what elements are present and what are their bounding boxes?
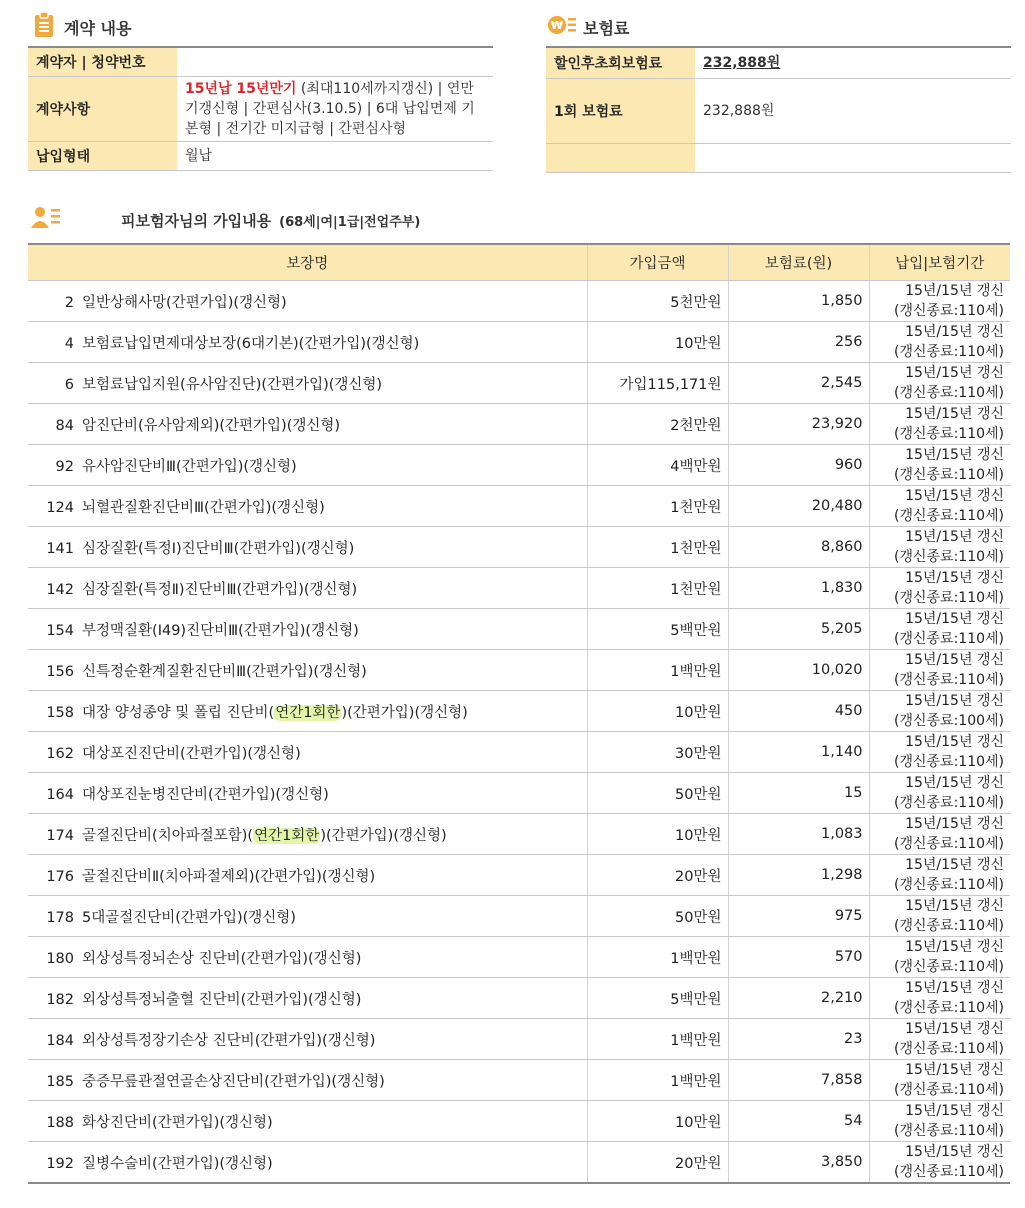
coverage-name: 보험료납입면제대상보장(6대기본)(간편가입)(갱신형): [82, 335, 420, 352]
coverage-number: 164: [46, 786, 74, 803]
coverage-name-header: 보장명: [28, 244, 587, 281]
coverage-term-period: 15년/15년 갱신: [905, 1144, 1004, 1160]
coverage-amount: 가입115,171원: [587, 363, 728, 404]
coverage-amount: 1백만원: [587, 1019, 728, 1060]
coverage-term-period: 15년/15년 갱신: [905, 447, 1004, 463]
coverage-term: [869, 937, 1010, 978]
coverage-name-cell: [28, 1019, 587, 1060]
coverage-row: [28, 1142, 1010, 1184]
coverage-name-cell: [28, 609, 587, 650]
coverage-term: [869, 691, 1010, 732]
won-coin-icon: [547, 14, 577, 40]
coverage-number: 188: [46, 1114, 74, 1131]
coverage-number: 154: [46, 622, 74, 639]
limit-highlight: 연간1회한: [254, 827, 320, 844]
coverage-name: 일반상해사망(간편가입)(갱신형): [82, 294, 287, 311]
coverage-term: [869, 363, 1010, 404]
coverage-term-end: (갱신종료:110세): [894, 508, 1004, 524]
coverage-amount-header: 가입금액: [587, 244, 728, 281]
coverage-name: 암진단비(유사암제외)(간편가입)(갱신형): [82, 417, 341, 434]
coverage-amount: 50만원: [587, 773, 728, 814]
coverage-name-cell: [28, 568, 587, 609]
coverage-name-cell: [28, 1142, 587, 1184]
coverage-name-cell: [28, 1101, 587, 1142]
coverage-term-end: (갱신종료:110세): [894, 918, 1004, 934]
coverage-term-end: (갱신종료:110세): [894, 344, 1004, 360]
coverage-number: 184: [46, 1032, 74, 1049]
coverage-name: 심장질환(특정Ⅱ)진단비Ⅲ(간편가입)(갱신형): [82, 581, 358, 598]
coverage-amount: 1백만원: [587, 937, 728, 978]
coverage-premium: 7,858: [728, 1060, 869, 1101]
coverage-premium: 15: [728, 773, 869, 814]
coverage-name-cell: [28, 814, 587, 855]
coverage-term: [869, 404, 1010, 445]
coverage-name-cell: [28, 527, 587, 568]
coverage-name: 신특정순환계질환진단비Ⅲ(간편가입)(갱신형): [82, 663, 367, 680]
coverage-name-cell: [28, 855, 587, 896]
coverage-term-end: (갱신종료:110세): [894, 1164, 1004, 1180]
coverage-premium: 2,545: [728, 363, 869, 404]
coverage-name: 골절진단비Ⅱ(치아파절제외)(간편가입)(갱신형): [82, 868, 376, 885]
coverage-name: 골절진단비(치아파절포함)(: [82, 827, 254, 844]
coverage-term-period: 15년/15년 갱신: [905, 816, 1004, 832]
coverage-name-cell: [28, 732, 587, 773]
coverage-term-end: (갱신종료:110세): [894, 631, 1004, 647]
coverage-term: [869, 609, 1010, 650]
coverage-term-period: 15년/15년 갱신: [905, 324, 1004, 340]
coverage-name: 화상진단비(간편가입)(갱신형): [82, 1114, 273, 1131]
coverage-name-cell: [28, 363, 587, 404]
coverage-term-period: 15년/15년 갱신: [905, 652, 1004, 668]
coverage-row: [28, 896, 1010, 937]
coverage-number: 84: [55, 417, 74, 434]
premium-row: [546, 78, 1011, 143]
coverage-row: [28, 978, 1010, 1019]
coverage-name: 뇌혈관질환진단비Ⅲ(간편가입)(갱신형): [82, 499, 325, 516]
coverage-amount: 1천만원: [587, 568, 728, 609]
coverage-term-period: 15년/15년 갱신: [905, 980, 1004, 996]
coverage-term: [869, 322, 1010, 363]
premium-table: [546, 46, 1011, 173]
coverage-name: 유사암진단비Ⅲ(간편가입)(갱신형): [82, 458, 297, 475]
coverage-amount: 5천만원: [587, 281, 728, 322]
coverage-term-period: 15년/15년 갱신: [905, 488, 1004, 504]
coverage-row: [28, 281, 1010, 322]
coverage-term: [869, 978, 1010, 1019]
coverage-term-end: (갱신종료:110세): [894, 754, 1004, 770]
coverage-number: 178: [46, 909, 74, 926]
contract-section-header: [34, 12, 131, 42]
coverage-name: 외상성특정뇌출혈 진단비(간편가입)(갱신형): [82, 991, 362, 1008]
coverage-row: [28, 568, 1010, 609]
coverage-name: 보험료납입지원(유사암진단)(간편가입)(갱신형): [82, 376, 383, 393]
coverage-amount: 1천만원: [587, 486, 728, 527]
coverage-premium: 5,205: [728, 609, 869, 650]
coverage-premium: 23: [728, 1019, 869, 1060]
coverage-name-cell: [28, 445, 587, 486]
premium-section-header: [547, 14, 629, 40]
coverage-amount: 10만원: [587, 1101, 728, 1142]
coverage-term-period: 15년/15년 갱신: [905, 1021, 1004, 1037]
coverage-number: 174: [46, 827, 74, 844]
coverage-amount: 5백만원: [587, 978, 728, 1019]
coverage-premium: 23,920: [728, 404, 869, 445]
coverage-term: [869, 281, 1010, 322]
coverage-term-period: 15년/15년 갱신: [905, 734, 1004, 750]
coverage-term-end: (갱신종료:110세): [894, 1000, 1004, 1016]
coverage-number: 182: [46, 991, 74, 1008]
coverage-name: 질병수술비(간편가입)(갱신형): [82, 1155, 273, 1172]
coverage-row: [28, 609, 1010, 650]
coverage-amount: 50만원: [587, 896, 728, 937]
coverage-name-cell: [28, 1060, 587, 1101]
coverage-header-row: [28, 244, 1010, 281]
coverage-term-end: (갱신종료:110세): [894, 426, 1004, 442]
coverage-term-end: (갱신종료:110세): [894, 1123, 1004, 1139]
coverage-term-end: (갱신종료:110세): [894, 672, 1004, 688]
coverage-amount: 10만원: [587, 814, 728, 855]
coverage-name-cell: [28, 937, 587, 978]
coverage-row: [28, 445, 1010, 486]
coverage-name-cell: [28, 322, 587, 363]
coverage-number: 185: [46, 1073, 74, 1090]
coverage-number: 156: [46, 663, 74, 680]
coverage-term-period: 15년/15년 갱신: [905, 939, 1004, 955]
coverage-row: [28, 363, 1010, 404]
coverage-row: [28, 732, 1010, 773]
single-premium-value: 232,888원: [703, 102, 775, 119]
coverage-term-period: 15년/15년 갱신: [905, 529, 1004, 545]
coverage-term-period: 15년/15년 갱신: [905, 570, 1004, 586]
contract-row: [28, 141, 493, 170]
coverage-premium: 1,140: [728, 732, 869, 773]
coverage-name-cell: [28, 281, 587, 322]
coverage-number: 124: [46, 499, 74, 516]
coverage-name-suffix: )(간편가입)(갱신형): [320, 827, 447, 844]
coverage-number: 2: [64, 294, 74, 311]
coverage-number: 162: [46, 745, 74, 762]
coverage-name-cell: [28, 978, 587, 1019]
coverage-term: [869, 1142, 1010, 1184]
coverage-term-end: (갱신종료:110세): [894, 836, 1004, 852]
coverage-row: [28, 404, 1010, 445]
coverage-name: 외상성특정장기손상 진단비(간편가입)(갱신형): [82, 1032, 376, 1049]
coverage-term-period: 15년/15년 갱신: [905, 1062, 1004, 1078]
coverage-term-period: 15년/15년 갱신: [905, 283, 1004, 299]
contract-terms-value: [177, 76, 493, 141]
coverage-amount: 4백만원: [587, 445, 728, 486]
coverage-amount: 10만원: [587, 322, 728, 363]
coverage-term-end: (갱신종료:110세): [894, 877, 1004, 893]
discounted-premium-value: 232,888원: [703, 54, 781, 71]
coverage-name-cell: [28, 691, 587, 732]
coverage-premium: 960: [728, 445, 869, 486]
payment-type-value: 월납: [185, 147, 213, 164]
coverage-term-period: 15년/15년 갱신: [905, 1103, 1004, 1119]
coverage-name-cell: [28, 486, 587, 527]
coverage-row: [28, 1060, 1010, 1101]
contract-terms-label: 계약사항: [28, 76, 177, 141]
coverage-term-period: 15년/15년 갱신: [905, 775, 1004, 791]
coverage-table: [28, 243, 1010, 1184]
coverage-name: 중증무릎관절연골손상진단비(간편가입)(갱신형): [82, 1073, 385, 1090]
coverage-row: [28, 486, 1010, 527]
coverage-number: 180: [46, 950, 74, 967]
insured-section-header: [31, 206, 420, 234]
coverage-term-period: 15년/15년 갱신: [905, 365, 1004, 381]
coverage-row: [28, 691, 1010, 732]
coverage-term-period: 15년/15년 갱신: [905, 857, 1004, 873]
coverage-term-period: 15년/15년 갱신: [905, 898, 1004, 914]
coverage-premium: 1,298: [728, 855, 869, 896]
coverage-term-end: (갱신종료:110세): [894, 795, 1004, 811]
coverage-premium: 2,210: [728, 978, 869, 1019]
contract-terms-detail: (최대110세까지갱신) | 연만기갱신형 | 간편심사(3.10.5) | 6대 납입면제 기본형 | 전기간 미지급형 | 간편심사형: [185, 80, 475, 137]
coverage-premium: 1,850: [728, 281, 869, 322]
coverage-term-end: (갱신종료:110세): [894, 549, 1004, 565]
payment-type-label: 납입형태: [28, 141, 177, 170]
coverage-name: 대상포진눈병진단비(간편가입)(갱신형): [82, 786, 329, 803]
insured-profile: (68세|여|1급|전업주부): [279, 214, 421, 230]
coverage-term-end: (갱신종료:110세): [894, 1041, 1004, 1057]
contractor-value: [177, 47, 493, 76]
coverage-row: [28, 1019, 1010, 1060]
coverage-number: 4: [64, 335, 74, 352]
coverage-term-header: 납입|보험기간: [869, 244, 1010, 281]
coverage-row: [28, 937, 1010, 978]
coverage-term: [869, 1101, 1010, 1142]
coverage-amount: 5백만원: [587, 609, 728, 650]
coverage-term-end: (갱신종료:110세): [894, 467, 1004, 483]
coverage-number: 142: [46, 581, 74, 598]
coverage-row: [28, 773, 1010, 814]
premium-row: [546, 143, 1011, 172]
clipboard-icon: [34, 12, 54, 42]
coverage-term: [869, 650, 1010, 691]
coverage-name: 대장 양성종양 및 폴립 진단비(: [82, 704, 275, 721]
limit-highlight: 연간1회한: [275, 704, 341, 721]
contract-table: [28, 46, 493, 171]
coverage-term: [869, 1019, 1010, 1060]
coverage-amount: 10만원: [587, 691, 728, 732]
coverage-name: 5대골절진단비(간편가입)(갱신형): [82, 909, 296, 926]
coverage-amount: 1백만원: [587, 650, 728, 691]
coverage-number: 6: [64, 376, 74, 393]
term-highlight: 15년납 15년만기: [185, 80, 297, 97]
contract-row: [28, 76, 493, 141]
coverage-term: [869, 568, 1010, 609]
coverage-name: 대상포진진단비(간편가입)(갱신형): [82, 745, 301, 762]
coverage-term: [869, 486, 1010, 527]
coverage-premium: 450: [728, 691, 869, 732]
coverage-name-cell: [28, 404, 587, 445]
coverage-number: 92: [55, 458, 74, 475]
discounted-premium-label: 할인후초회보험료: [546, 47, 695, 78]
coverage-number: 192: [46, 1155, 74, 1172]
coverage-premium: 8,860: [728, 527, 869, 568]
coverage-name-cell: [28, 896, 587, 937]
person-list-icon: [31, 206, 61, 234]
coverage-term: [869, 896, 1010, 937]
coverage-name-cell: [28, 773, 587, 814]
premium-section-title: 보험료: [583, 18, 630, 38]
coverage-premium: 1,830: [728, 568, 869, 609]
coverage-premium: 570: [728, 937, 869, 978]
coverage-term: [869, 732, 1010, 773]
contract-section-title: 계약 내용: [64, 18, 132, 38]
coverage-amount: 30만원: [587, 732, 728, 773]
coverage-name-suffix: )(간편가입)(갱신형): [341, 704, 468, 721]
coverage-amount: 20만원: [587, 1142, 728, 1184]
coverage-name-cell: [28, 650, 587, 691]
coverage-term: [869, 855, 1010, 896]
coverage-premium: 256: [728, 322, 869, 363]
premium-row: [546, 47, 1011, 78]
coverage-number: 158: [46, 704, 74, 721]
coverage-row: [28, 855, 1010, 896]
coverage-row: [28, 527, 1010, 568]
coverage-term-period: 15년/15년 갱신: [905, 406, 1004, 422]
coverage-row: [28, 650, 1010, 691]
empty-label: [546, 143, 695, 172]
insured-section-title: 피보험자님의 가입내용: [121, 211, 272, 230]
coverage-premium: 20,480: [728, 486, 869, 527]
single-premium-label: 1회 보험료: [546, 78, 695, 143]
coverage-term-end: (갱신종료:110세): [894, 1082, 1004, 1098]
coverage-term: [869, 1060, 1010, 1101]
coverage-premium: 10,020: [728, 650, 869, 691]
contractor-label: 계약자 | 청약번호: [28, 47, 177, 76]
coverage-number: 176: [46, 868, 74, 885]
coverage-amount: 1백만원: [587, 1060, 728, 1101]
coverage-premium: 975: [728, 896, 869, 937]
coverage-term: [869, 527, 1010, 568]
coverage-term-end: (갱신종료:110세): [894, 590, 1004, 606]
coverage-name: 외상성특정뇌손상 진단비(간편가입)(갱신형): [82, 950, 362, 967]
coverage-term-end: (갱신종료:110세): [894, 303, 1004, 319]
coverage-premium: 3,850: [728, 1142, 869, 1184]
coverage-term-period: 15년/15년 갱신: [905, 693, 1004, 709]
coverage-term-end: (갱신종료:110세): [894, 385, 1004, 401]
coverage-premium-header: 보험료(원): [728, 244, 869, 281]
coverage-row: [28, 814, 1010, 855]
coverage-amount: 1천만원: [587, 527, 728, 568]
empty-value: [695, 143, 1011, 172]
contract-row: [28, 47, 493, 76]
coverage-premium: 54: [728, 1101, 869, 1142]
svg-text:₩: ₩: [550, 19, 564, 32]
coverage-amount: 2천만원: [587, 404, 728, 445]
coverage-term: [869, 445, 1010, 486]
coverage-premium: 1,083: [728, 814, 869, 855]
coverage-row: [28, 1101, 1010, 1142]
coverage-term: [869, 814, 1010, 855]
coverage-amount: 20만원: [587, 855, 728, 896]
coverage-term-end: (갱신종료:110세): [894, 959, 1004, 975]
coverage-term-end: (갱신종료:100세): [894, 713, 1004, 729]
coverage-term-period: 15년/15년 갱신: [905, 611, 1004, 627]
coverage-name: 부정맥질환(Ⅰ49)진단비Ⅲ(간편가입)(갱신형): [82, 622, 359, 639]
coverage-term: [869, 773, 1010, 814]
coverage-row: [28, 322, 1010, 363]
coverage-name: 심장질환(특정Ⅰ)진단비Ⅲ(간편가입)(갱신형): [82, 540, 355, 557]
coverage-number: 141: [46, 540, 74, 557]
